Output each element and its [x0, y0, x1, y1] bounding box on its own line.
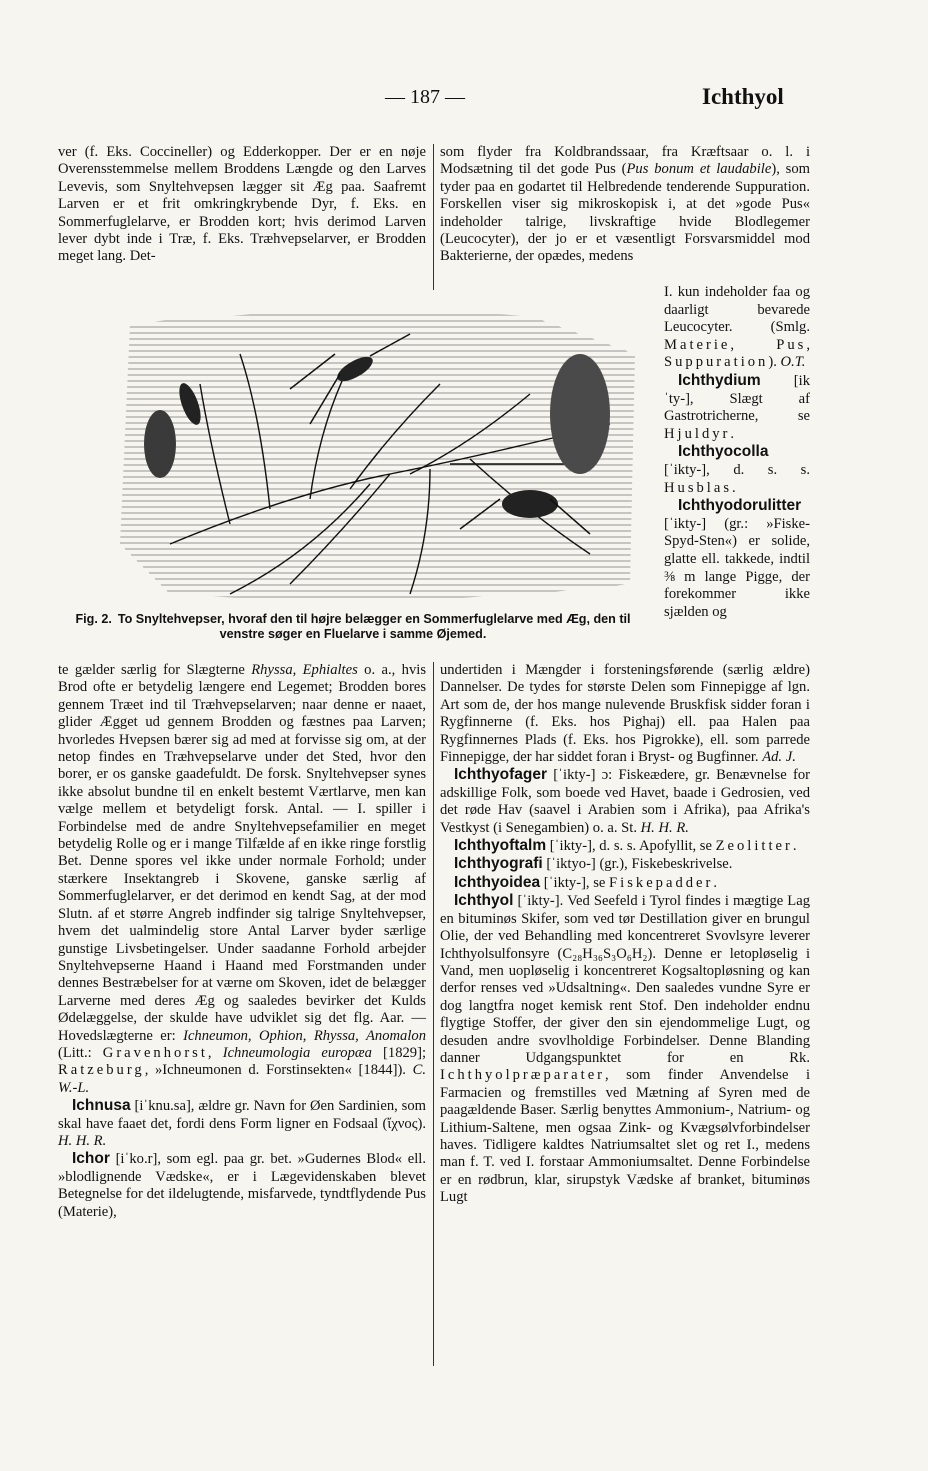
- headword: Ichthyografi: [454, 855, 543, 873]
- entry-ichnusa: Ichnusa [iˈknu.sa], ældre gr. Navn for Øen Sardinien, som skal have faaet det, fordi dens Form ligner en Fodsaal (ἴχνος). H. H. R.: [58, 1097, 426, 1149]
- column-left-bottom: [58, 662, 426, 1221]
- page-header: [0, 84, 928, 114]
- figure-label: Fig. 2.: [75, 612, 112, 626]
- entry-ichthyoidea: Ichthyoidea [ˈikty-], se Fiskepadder.: [454, 873, 718, 891]
- column-right-top: [440, 144, 810, 266]
- paragraph: I. kun indeholder faa og daarligt bevarede Leucocyter. (Smlg. Materie, Pus, Suppuration). O.T.: [664, 284, 810, 371]
- column-right-narrow: [664, 284, 810, 621]
- paragraph: som flyder fra Koldbrandssaar, fra Kræftsaar o. l. i Modsætning til det gode Pus (Pus bonum et laudabile), som tyder paa en godartet til Helbredende tenderende Suppuration. Forskellen viser sig mikroskopisk i, at det »gode Pus« indeholder talrige, livskraftige hvide Blodlegemer (Leucocyter), der jo er et væsentligt Forsvarsmiddel mod Bakterierne, der opædes, medens: [440, 144, 811, 265]
- paragraph: te gælder særlig for Slægterne Rhyssa, Ephialtes o. a., hvis Brod ofte er betydelig længere end Legemet; Brodden bores gennem Træet ind til Træhvepselarven; naar denne er naaet, glider Ægget ud gennem Brodden og fæstnes paa Larven; hvorledes Hvepsen bærer sig ad med at forvisse sig om, at der netop findes en Træhvepselarve under det Sted, hvor den borer, er os ganske gaadefuldt. De forsk. Snyltehvepser synes ikke absolut bundne til en enkelt bestemt Værtlarve, men kan vælge mellem et betydeligt forsk. Antal. — I. spiller i Forbindelse med de andre Snyltehvepsefamilier en meget betydelig Rolle og er i mange Tilfælde af en ikke ringe forstlig Bet. Denne spores vel ikke under normale Forhold; under stærkere Insektangreb i Skovene, ganske særlig af Sommerfuglelarver, er det derimod en kendt Sag, at der mod Slutn. af et større Angreb indfinder sig talrige Snyltehvepser, hvem det ualmindelig store Antal Larver byder særlige gunstige Livsbetingelser. Under saadanne Forhold arbejder Snyltehvepserne Haand i Haand med Forstmanden under dennes Bestræbelser for at værne om Skoven, idet de belægger Larverne med deres Æg og saaledes bevirker det Kulds Ødelæggelse, der skulde have udviklet sig det flg. Aar. — Hovedslægterne er: Ichneumon, Ophion, Rhyssa, Anomalon (Litt.: Gravenhorst, Ichneumologia europæa [1829]; Ratzeburg, »Ichneumonen d. Forstinsekten« [1844]). C. W.-L.: [58, 662, 426, 1096]
- headword: Ichthydium: [678, 371, 761, 389]
- entry-ichthyoftalm: Ichthyoftalm [ˈikty-], d. s. s. Apofyllit, se Zeolitter.: [454, 837, 797, 855]
- column-left-top: [58, 144, 426, 266]
- paragraph: undertiden i Mængder i forsteningsførende (særlig ældre) Dannelser. De tydes for største Delen som Finnepigge af lgn. Art som de, der hos mange nulevende Bruskfisk sidder foran i Rygfinnerne (f. Eks. hos Pighaj) ell. paa Halen paa Rygfinnernes Plads (f. Eks. hos Pigrokke), ell. som parrede Finnepigge, der har siddet foran i Bryst- og Bugfinner. Ad. J.: [440, 662, 810, 766]
- headword: Ichthyoidea: [454, 873, 541, 891]
- figure-caption: [58, 612, 648, 642]
- column-right-bottom: [440, 662, 810, 1207]
- entry-ichthyocolla: Ichthyocolla [ˈikty-], d. s. s. Husblas.: [664, 443, 810, 496]
- entry-ichthyofager: Ichthyofager [ˈikty-] ɔ: Fiskeædere, gr. Benævnelse for adskillige Folk, som boede ved Havet, baade i Gedrosien, ved det røde Hav (saavel i Arabien som i Afrika), paa Afrika's Vestkyst (i Senegambien) o. a. St. H. H. R.: [440, 766, 810, 836]
- headword: Ichthyodorulitter: [678, 497, 802, 515]
- figure-illustration: [110, 294, 650, 612]
- entry-ichor: Ichor [iˈko.r], som egl. paa gr. bet. »Gudernes Blod« ell. »blodlignende Vædske«, er i Lægevidenskaben blevet Betegnelse for det ildelugtende, misfarvede, tyndtflydende Pus (Materie),: [58, 1150, 426, 1220]
- caption-text: To Snyltehvepser, hvoraf den til højre belægger en Sommerfuglelarve med Æg, den til venstre søger en Fluelarve i samme Øjemed.: [117, 612, 631, 641]
- paragraph: ver (f. Eks. Coccineller) og Edderkopper. Der er en nøje Overensstemmelse mellem Broddens Længde og den Larves Levevis, som Snyltehvepsen lægger sit Æg paa. Saafremt Larven er et frit omkringkrybende Dyr, f. Eks. en Sommerfuglelarve, er Brodden kort; hvis derimod Larven lever dybt inde i Træ, f. Eks. Træhvepselarver, er Brodden meget lang. Det-: [58, 144, 426, 265]
- entry-ichthydium: Ichthydium [ikˈty-], Slægt af Gastrotricherne, se Hjuldyr.: [664, 371, 810, 442]
- entry-ichthyodorulitter: Ichthyodorulitter [ˈikty-] (gr.: »Fiske-Spyd-Sten«) er solide, glatte ell. takkede, indtil ⅜ m lange Pigge, der forekommer ikke sjælden og: [664, 497, 810, 620]
- headword: Ichnusa: [72, 1097, 131, 1115]
- column-rule: [433, 662, 434, 1366]
- page-number: — 187 —: [385, 86, 465, 108]
- headword: Ichthyocolla: [678, 443, 769, 461]
- column-rule: [433, 144, 434, 290]
- headword: Ichthyofager: [454, 766, 548, 784]
- headword: Ichthyol: [454, 892, 514, 910]
- running-title: Ichthyol: [702, 84, 784, 109]
- headword: Ichor: [72, 1150, 110, 1168]
- headword: Ichthyoftalm: [454, 837, 547, 855]
- entry-ichthyol: Ichthyol [ˈikty-]. Ved Seefeld i Tyrol findes i mægtige Lag en bituminøs Skifer, som ved tør Destillation giver en brungul Olie, der ved Behandling med koncentreret Svovlsyre leverer Ichthyolsulfonsyre (C₂₈H₃₆S₃O₆H₂). Denne er letopløselig i Vand, men uopløselig i koncentreret Kogsaltopløsning og kan derfor renses ved »Udsaltning«. Den saaledes vundne Syre er dog langtfra noget kemisk rent Stof. Den indeholder endnu flygtige Stoffer, der giver den sin ejendommelige Lugt, og desuden andre svovlholdige Forbindelser. Denne Blanding danner Udgangspunktet for en Rk. Ichthyolpræparater, som finder Anvendelse i Farmacien og fremstilles ved Mætning af Syren med de paagældende Baser. Særlig benyttes Ammonium-, Natrium- og Lithium-Saltene, men ogsaa Zink- og Kvægsølvforbindelser haves. Tidligere kaldtes Natriumsaltet slet og ret I., medens man f. T. ved I. forstaar Ammoniumsaltet. Denne Forbindelse er en rødbrun, klar, sirupstyk Vædske af branket, bituminøs Lugt: [440, 892, 810, 1206]
- entry-ichthyografi: Ichthyografi [ˈiktyo-] (gr.), Fiskebeskrivelse.: [454, 855, 733, 873]
